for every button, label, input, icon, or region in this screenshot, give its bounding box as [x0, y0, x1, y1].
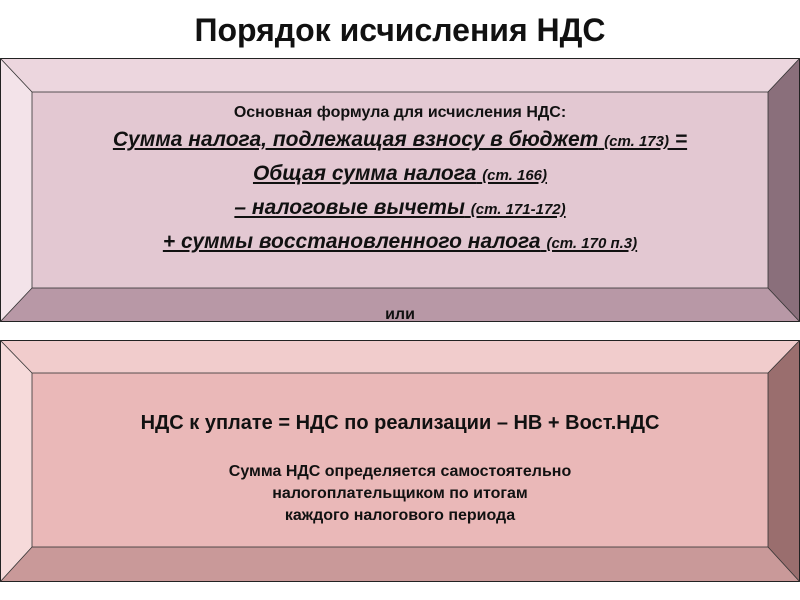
formula-line-2: Общая сумма налога (ст. 166): [252, 162, 548, 185]
formula-box: [0, 58, 800, 322]
box2-bottom-bevel: [0, 547, 800, 582]
payment-note: [229, 461, 571, 527]
payment-content: [32, 373, 768, 547]
separator-text: или: [385, 306, 415, 323]
box2-right-bevel: [768, 340, 800, 582]
formula-line-4: + суммы восстановленного налога (ст. 170 п.3): [162, 230, 638, 253]
payment-equation: НДС к уплате = НДС по реализации – НВ + Вост.НДС: [140, 411, 660, 434]
page-title: Порядок исчисления НДС: [194, 12, 606, 48]
box1-right-bevel: [768, 58, 800, 322]
formula-line-1: Сумма налога, подлежащая взносу в бюджет (ст. 173) =: [112, 128, 688, 151]
formula-content: [32, 92, 768, 288]
payment-box: [0, 340, 800, 582]
box1-top-bevel: [0, 58, 800, 92]
box1-left-bevel: [0, 58, 32, 322]
formula-line-3: – налоговые вычеты (ст. 171-172): [234, 196, 566, 219]
box2-left-bevel: [0, 340, 32, 582]
formula-label: Основная формула для исчисления НДС:: [233, 104, 567, 121]
note-line-2: налогоплательщиком по итогам: [272, 484, 528, 502]
box2-top-bevel: [0, 340, 800, 373]
note-line-1: Сумма НДС определяется самостоятельно: [228, 462, 572, 480]
note-line-3: каждого налогового периода: [284, 506, 516, 524]
